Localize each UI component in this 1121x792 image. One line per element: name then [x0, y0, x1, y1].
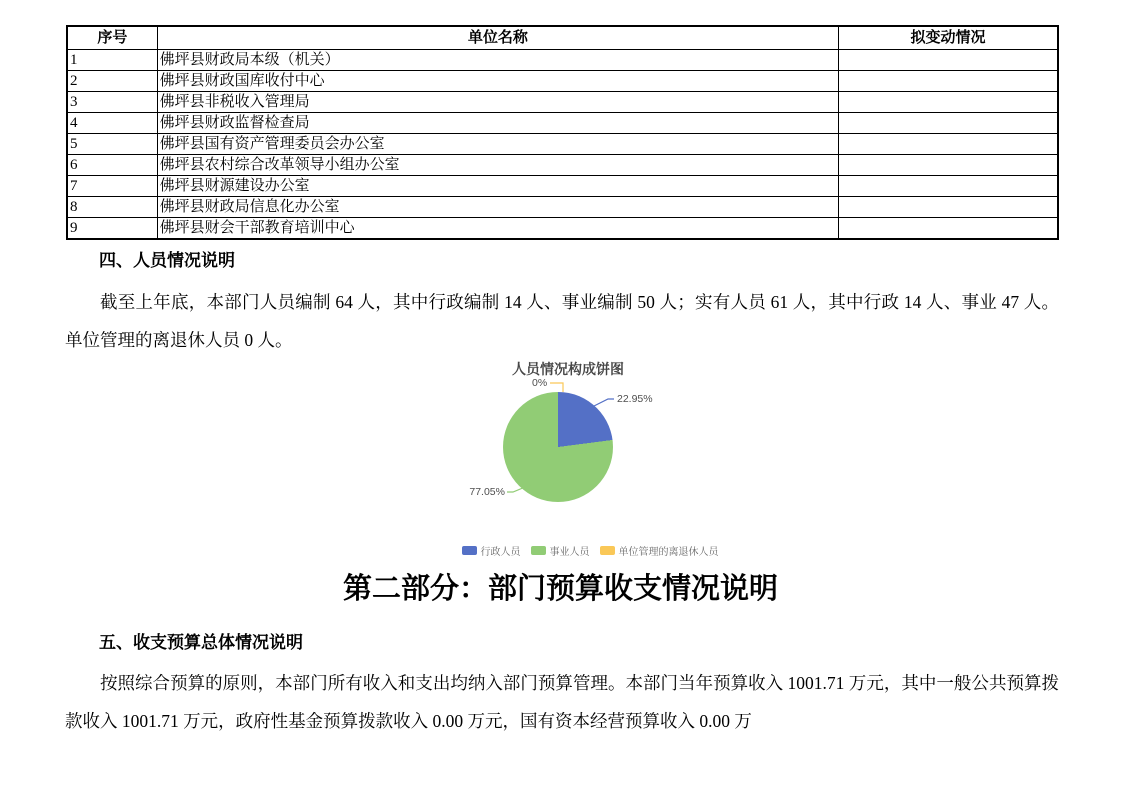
unit-no-cell: 9 — [67, 218, 157, 240]
col-header-unit-name: 单位名称 — [157, 26, 838, 50]
unit-name-cell: 佛坪县非税收入管理局 — [157, 92, 838, 113]
table-row — [67, 50, 1058, 71]
table-row — [67, 218, 1058, 240]
legend-label: 行政人员 — [480, 547, 521, 558]
table-row — [67, 71, 1058, 92]
pie-leader-lines — [440, 356, 740, 566]
unit-no-cell: 3 — [67, 92, 157, 113]
unit-no-cell: 8 — [67, 197, 157, 218]
col-header-change: 拟变动情况 — [839, 26, 1058, 50]
unit-name-cell: 佛坪县财政国库收付中心 — [157, 71, 838, 92]
table-row — [67, 155, 1058, 176]
change-cell — [839, 197, 1058, 218]
chart-legend — [440, 543, 740, 558]
change-cell — [839, 218, 1058, 240]
leader-line-admin — [594, 399, 614, 406]
change-cell — [839, 134, 1058, 155]
table-row — [67, 113, 1058, 134]
table-header-row — [67, 26, 1058, 50]
unit-name-cell: 佛坪县农村综合改革领导小组办公室 — [157, 155, 838, 176]
change-cell — [839, 113, 1058, 134]
pie-label-staff: 77.05% — [469, 486, 505, 498]
legend-item-staff[interactable] — [531, 543, 590, 558]
chart-title: 人员情况构成饼图 — [512, 361, 624, 377]
unit-name-cell: 佛坪县财政局信息化办公室 — [157, 197, 838, 218]
unit-name-cell: 佛坪县财政监督检查局 — [157, 113, 838, 134]
section5-paragraph: 按照综合预算的原则，本部门所有收入和支出均纳入部门预算管理。本部门当年预算收入 1001.71 万元，其中一般公共预算拨款收入 1001.71 万元，政府性基金预算拨款收入 0.00 万元，国有资本经营预算收入 0.00 万 — [65, 673, 1059, 731]
pie-label-retired: 0% — [532, 377, 548, 389]
unit-name-cell: 佛坪县国有资产管理委员会办公室 — [157, 134, 838, 155]
unit-no-cell: 5 — [67, 134, 157, 155]
col-header-no: 序号 — [67, 26, 157, 50]
unit-no-cell: 7 — [67, 176, 157, 197]
section4-paragraph: 截至上年底，本部门人员编制 64 人，其中行政编制 14 人、事业编制 50 人；实有人员 61 人，其中行政 14 人、事业 47 人。单位管理的离退休人员 0 人。 — [65, 292, 1059, 350]
table-row — [67, 92, 1058, 113]
legend-swatch-retired — [600, 546, 615, 555]
unit-name-cell: 佛坪县财政局本级（机关） — [157, 50, 838, 71]
unit-table — [66, 25, 1059, 240]
legend-swatch-admin — [462, 546, 477, 555]
legend-item-retired[interactable] — [600, 543, 719, 558]
table-row — [67, 176, 1058, 197]
legend-label: 单位管理的离退休人员 — [618, 547, 719, 558]
change-cell — [839, 176, 1058, 197]
table-row — [67, 134, 1058, 155]
change-cell — [839, 92, 1058, 113]
change-cell — [839, 71, 1058, 92]
section5-heading: 五、收支预算总体情况说明 — [99, 633, 303, 652]
part2-title: 第二部分：部门预算收支情况说明 — [342, 573, 778, 605]
unit-name-cell: 佛坪县财会干部教育培训中心 — [157, 218, 838, 240]
leader-line-retired — [550, 383, 563, 392]
pie-label-admin: 22.95% — [617, 393, 653, 405]
unit-name-cell: 佛坪县财源建设办公室 — [157, 176, 838, 197]
section4-heading: 四、人员情况说明 — [99, 251, 235, 270]
unit-no-cell: 6 — [67, 155, 157, 176]
unit-no-cell: 2 — [67, 71, 157, 92]
leader-line-staff — [507, 485, 530, 492]
change-cell — [839, 155, 1058, 176]
table-row — [67, 197, 1058, 218]
unit-no-cell: 4 — [67, 113, 157, 134]
legend-label: 事业人员 — [549, 547, 590, 558]
personnel-pie-chart — [440, 356, 740, 566]
change-cell — [839, 50, 1058, 71]
unit-no-cell: 1 — [67, 50, 157, 71]
legend-swatch-staff — [531, 546, 546, 555]
legend-item-admin[interactable] — [462, 543, 521, 558]
